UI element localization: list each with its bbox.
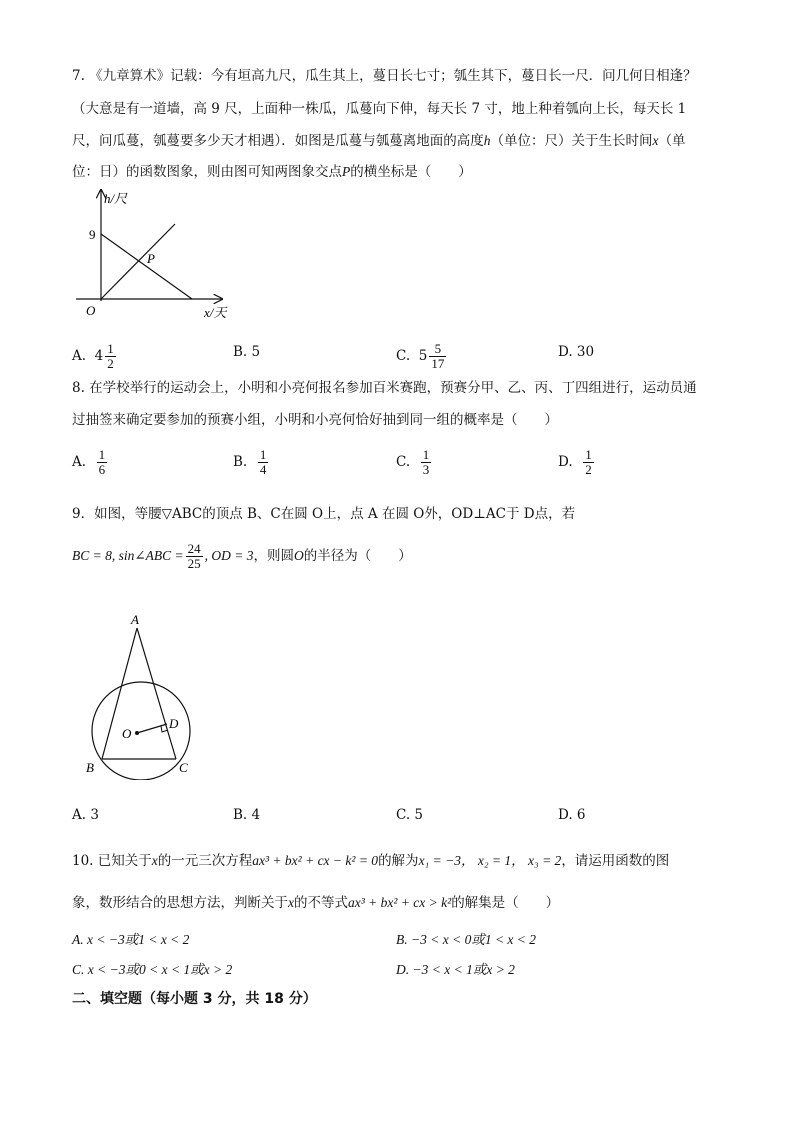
q7-gourd-line	[101, 224, 175, 299]
q9-label-o: O	[122, 726, 132, 741]
q8-option-d-den: 2	[585, 462, 592, 477]
q10-line-1d: ，请运用函数的图	[561, 853, 670, 869]
q8-option-c-den: 3	[422, 462, 430, 477]
q9-center-dot	[135, 731, 139, 735]
q8-option-c-prefix: C.	[396, 454, 411, 470]
q9-label-c: C	[179, 760, 188, 775]
q9-circle-o	[92, 682, 190, 780]
q7-line-4b: 的横坐标是（ ）	[350, 164, 472, 180]
q10-line-2c: 的解集是（ ）	[451, 895, 560, 911]
q9-sin-num: 24	[187, 541, 201, 556]
q9-side-ab	[102, 628, 137, 759]
q7-y-label: h/尺	[104, 191, 128, 206]
q7-line-1: 7. 《九章算术》记载：今有垣高九尺，瓜生其上，蔓日长七寸；瓠生其下，蔓日长一尺．问几何日相逢？	[72, 68, 697, 84]
q9-label-b: B	[86, 760, 94, 775]
q10-inequality: ax³ + bx² + cx > k²	[348, 895, 452, 910]
q8-option-d-fraction	[583, 448, 594, 477]
q8-option-a-num: 1	[98, 447, 106, 462]
q7-option-b[interactable]: B. 5	[233, 344, 261, 360]
q8-line-1: 8. 在学校举行的运动会上，小明和小亮何报名参加百米赛跑，预赛分甲、乙、丙、丁四组进行，运动员通	[72, 380, 697, 396]
q7-var-h: h	[483, 133, 491, 148]
q7-line-3b: （单位：尺）关于生长时间	[490, 133, 653, 149]
q7-option-d[interactable]: D. 30	[558, 344, 595, 360]
q8-option-d-num: 1	[585, 447, 592, 462]
q7-option-c-den: 17	[431, 356, 445, 371]
q7-option-a[interactable]	[72, 342, 118, 371]
q10-line-1	[72, 851, 669, 871]
q7-option-c-fraction	[429, 342, 446, 371]
q9-option-b[interactable]: B. 4	[233, 807, 261, 823]
q7-point-p: P	[147, 251, 155, 266]
q9-side-ac	[137, 628, 176, 759]
q8-option-d-prefix: D.	[558, 454, 573, 470]
q10-line-1a: 10. 已知关于	[72, 853, 152, 869]
q7-option-a-num: 1	[107, 341, 114, 356]
q8-line-2: 过抽签来确定要参加的预赛小组，小明和小亮何恰好抽到同一组的概率是（ ）	[72, 412, 558, 428]
q9-line-2	[72, 542, 412, 571]
q10-line-2a: 象，数形结合的思想方法，判断关于	[72, 895, 288, 911]
q7-line-4a: 位：日）的函数图象，则由图可知两图象交点	[72, 164, 342, 180]
q9-line-2c: ，则圆	[253, 548, 295, 564]
q8-option-c-num: 1	[422, 447, 430, 462]
q7-line-3	[72, 131, 686, 151]
q8-option-c[interactable]	[396, 448, 433, 477]
q9-var-o: O	[294, 548, 304, 563]
q9-circle-figure	[80, 612, 200, 780]
q7-option-a-den: 2	[107, 356, 114, 371]
q10-roots: x₁ = −3， x₂ = 1， x₃ = 2	[418, 853, 562, 868]
q7-option-a-prefix: A.	[72, 348, 87, 364]
q8-option-b[interactable]	[233, 448, 270, 477]
q8-option-a[interactable]	[72, 448, 109, 477]
q7-line-3a: 尺，问瓜蔓，瓠蔓要多少天才相遇）．如图是瓜蔓与瓠蔓离地面的高度	[72, 133, 484, 149]
q8-option-b-fraction	[258, 448, 269, 477]
q9-given-od: , OD = 3	[204, 548, 254, 563]
q9-line-1: 9．如图，等腰▽ABC的顶点 B、C在圆 O上，点 A 在圆 O外，OD⊥AC于 D点，若	[72, 506, 576, 522]
q7-option-a-fraction	[105, 342, 116, 371]
q7-option-c-prefix: C.	[396, 348, 411, 364]
q8-option-a-prefix: A.	[72, 454, 87, 470]
q7-option-c[interactable]	[396, 342, 448, 371]
q7-option-a-whole: 4	[94, 348, 104, 364]
q7-x-label: x/天	[204, 305, 227, 320]
q10-equation: ax³ + bx² + cx − k² = 0	[252, 853, 379, 868]
q10-line-2	[72, 893, 559, 913]
q7-function-graph	[70, 186, 240, 322]
q10-option-a[interactable]: A. x < −3或1 < x < 2	[72, 932, 190, 947]
q9-label-a: A	[131, 612, 139, 627]
q9-option-d[interactable]: D. 6	[558, 807, 586, 823]
q10-option-b[interactable]: B. −3 < x < 0或1 < x < 2	[396, 932, 537, 947]
q10-var-x: x	[151, 853, 158, 868]
q7-melon-line	[101, 234, 192, 299]
q9-given-bc: BC = 8, sin∠ABC =	[72, 548, 184, 563]
q7-origin: O	[86, 303, 96, 318]
q10-var-x-2: x	[288, 895, 294, 910]
q8-option-d[interactable]	[558, 448, 596, 477]
q9-label-d: D	[169, 716, 179, 731]
q7-tick-9: 9	[89, 227, 96, 242]
q9-option-a[interactable]: A. 3	[72, 807, 99, 823]
q7-line-4	[72, 162, 472, 182]
q7-var-p: P	[342, 164, 351, 179]
q8-option-b-den: 4	[259, 462, 267, 477]
q9-sin-fraction	[186, 542, 203, 571]
q8-option-a-den: 6	[98, 462, 106, 477]
q8-option-b-prefix: B.	[233, 454, 248, 470]
q10-option-d[interactable]: D. −3 < x < 1或x > 2	[396, 962, 515, 977]
q10-line-2b: 的不等式	[294, 895, 348, 911]
q8-option-b-num: 1	[259, 447, 267, 462]
q10-line-1c: 的解为	[378, 853, 419, 869]
section-2-heading: 二、填空题（每小题 3 分，共 18 分）	[72, 991, 317, 1007]
q9-sin-den: 25	[187, 556, 201, 571]
q7-option-c-whole: 5	[418, 348, 428, 364]
q7-option-c-num: 5	[429, 342, 446, 357]
q8-option-c-fraction	[421, 448, 432, 477]
q7-line-3c: （单	[658, 133, 686, 149]
q9-option-c[interactable]: C. 5	[396, 807, 424, 823]
q9-line-2d: 的半径为（ ）	[303, 548, 412, 564]
q7-line-2: （大意是有一道墙，高 9 尺，上面种一株瓜，瓜蔓向下伸，每天长 7 寸，地上种着瓠向上长，每天长 1	[72, 101, 687, 117]
q10-line-1b: 的一元三次方程	[157, 853, 253, 869]
q8-option-a-fraction	[97, 448, 108, 477]
q7-var-x: x	[652, 133, 659, 148]
q10-option-c[interactable]: C. x < −3或0 < x < 1或x > 2	[72, 962, 233, 977]
